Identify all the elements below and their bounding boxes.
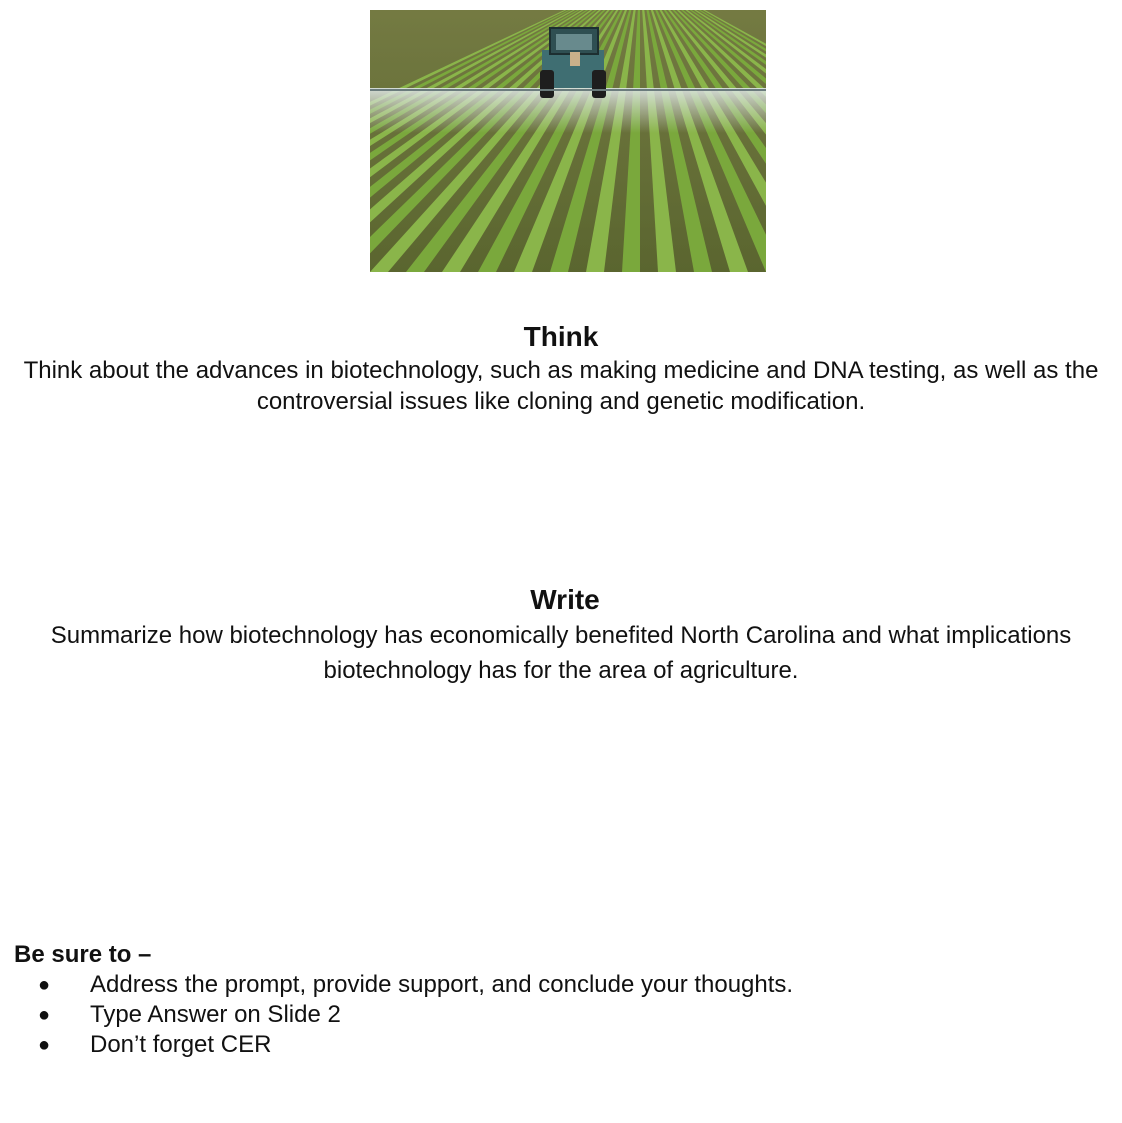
bullet-icon: ● (38, 1034, 51, 1056)
bullet-icon: ● (38, 974, 51, 996)
checklist-item (14, 1000, 1014, 1030)
think-prompt-text: Think about the advances in biotechnology, such as making medicine and DNA testing, as well as the controversial issues like cloning and genetic modification. (23, 357, 1099, 415)
checklist-heading: Be sure to – (14, 941, 152, 968)
checklist-item-text: Don’t forget CER (90, 1031, 272, 1058)
checklist-item (14, 1030, 1014, 1060)
crop-field-photo (370, 10, 766, 272)
bullet-icon: ● (38, 1004, 51, 1026)
checklist-item-text: Address the prompt, provide support, and conclude your thoughts. (90, 971, 794, 998)
think-heading: Think (523, 321, 599, 352)
write-heading: Write (530, 584, 600, 615)
checklist-item (14, 970, 1014, 1000)
be-sure-to-checklist (14, 940, 1014, 1060)
tractor-field-image (370, 10, 766, 272)
checklist-item-text: Type Answer on Slide 2 (90, 1001, 341, 1028)
checklist-items (14, 970, 1014, 1060)
write-prompt-text: Summarize how biotechnology has economically benefited North Carolina and what implications biotechnology has for the area of agriculture. (50, 622, 1072, 684)
